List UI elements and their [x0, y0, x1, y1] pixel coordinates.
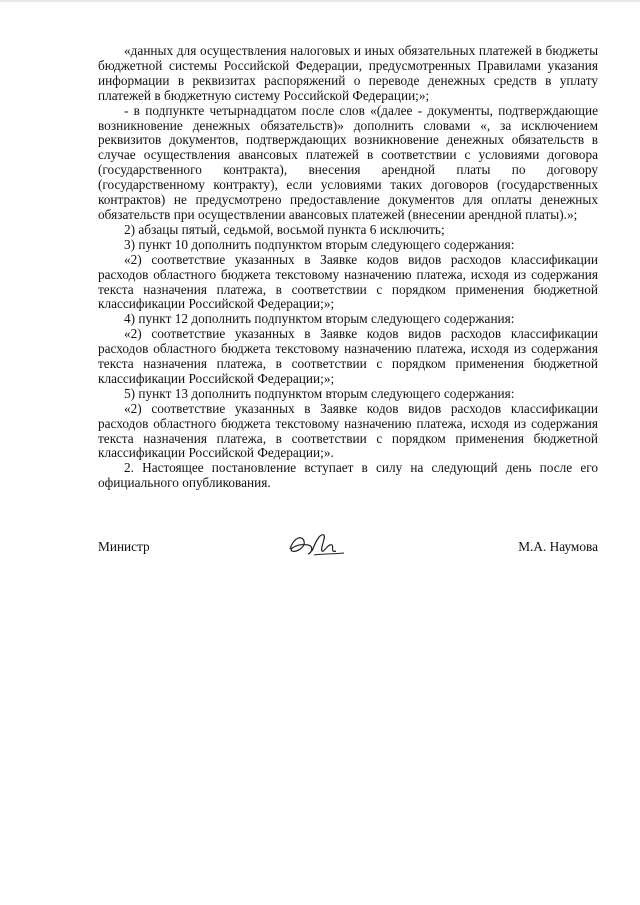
top-edge-divider: [0, 0, 640, 2]
paragraph-6: 4) пункт 12 дополнить подпунктом вторым следующего содержания:: [124, 311, 515, 327]
handwritten-signature: [284, 527, 354, 561]
paragraph-9: «2) соответствие указанных в Заявке кодов видов расходов классификации расходов областного бюджета текстовому назначению платежа, исходя из содержания текста назначения платежа, в соответствии с порядком применения бюджетной классификации Российской Федерации;».: [98, 400, 598, 461]
paragraph-5: «2) соответствие указанных в Заявке кодов видов расходов классификации расходов областного бюджета текстовому назначению платежа, исходя из содержания текста назначения платежа, в соответствии с порядком применения бюджетной классификации Российской Федерации;»;: [98, 251, 598, 312]
signature-block: [98, 527, 598, 567]
paragraph-8: 5) пункт 13 дополнить подпунктом вторым следующего содержания:: [124, 385, 515, 401]
paragraph-1: «данных для осуществления налоговых и иных обязательных платежей в бюджеты бюджетной системы Российской Федерации, предусмотренных Правилами указания информации в реквизитах распоряжений о переводе денежных средств в уплату платежей в бюджетную систему Российской Федерации;»;: [98, 43, 598, 103]
paragraph-3: 2) абзацы пятый, седьмой, восьмой пункта 6 исключить;: [124, 221, 445, 237]
signatory-name: М.А. Наумова: [518, 539, 598, 554]
paragraph-10: 2. Настоящее постановление вступает в силу на следующий день после его официального опубликования.: [98, 460, 598, 491]
paragraph-2: - в подпункте четырнадцатом после слов «(далее - документы, подтверждающие возникновение денежных обязательств)» дополнить словами «, за исключением реквизитов документов, подтверждающих возникновение денежных обязательств в случае осуществления авансовых платежей в соответствии с условиями договора (государственного контракта), внесения арендной платы по договору (государственному контракту), если условиями таких договоров (государственных контрактов) не предусмотрено предоставление документов для оплаты денежных обязательств при осуществлении авансовых платежей (внесении арендной платы).»;: [98, 102, 598, 222]
paragraph-7: «2) соответствие указанных в Заявке кодов видов расходов классификации расходов областного бюджета текстовому назначению платежа, исходя из содержания текста назначения платежа, в соответствии с порядком применения бюджетной классификации Российской Федерации;»;: [98, 326, 598, 386]
document-body: [98, 44, 598, 491]
signatory-position: Министр: [98, 539, 150, 554]
paragraph-4: 3) пункт 10 дополнить подпунктом вторым следующего содержания:: [124, 236, 515, 252]
